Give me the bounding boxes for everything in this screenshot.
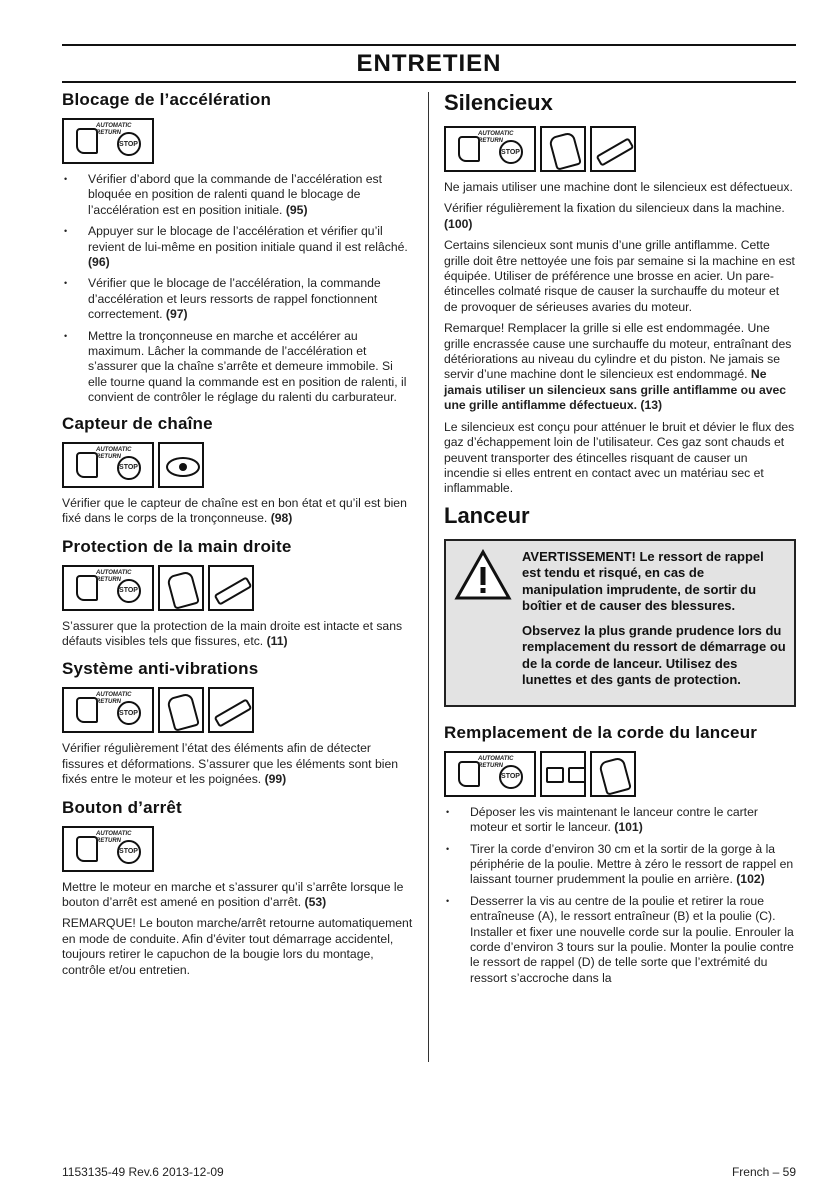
glove-icon bbox=[590, 751, 636, 797]
section-title: Remplacement de la corde du lanceur bbox=[444, 722, 758, 742]
footer-page-number: French – 59 bbox=[731, 1165, 796, 1179]
section-title: Bouton d’arrêt bbox=[62, 797, 182, 817]
glove-icon bbox=[158, 687, 204, 733]
stop-badge: STOP bbox=[117, 132, 141, 156]
paragraph: Certains silencieux sont munis d’une grille antiflamme. Cette grille doit être nettoyée une fois par semaine si la machine en est équipée. Utiliser de préférence une brosse en acier. Un pare-étincelles colmaté risque de causer la surchauffe du moteur et de provoquer de sérieuses avaries du moteur. bbox=[444, 238, 795, 314]
paragraph: Le silencieux est conçu pour atténuer le bruit et dévier le flux des gaz d’échappement loin de l’utilisateur. Ces gaz sont chauds et peuvent transporter des étincelles risquant de causer un incendie si elles entrent en contact avec un matériau sec et inflammable. bbox=[444, 419, 795, 496]
switch-icon bbox=[76, 128, 98, 154]
header-rule-bottom bbox=[62, 81, 796, 83]
section-title: Silencieux bbox=[444, 90, 553, 115]
page-title: ENTRETIEN bbox=[356, 50, 502, 77]
section-capteur bbox=[62, 414, 414, 527]
paragraph: Vérifier que le capteur de chaîne est en bon état et qu’il est bien fixé dans le corps de la tronçonneuse. (98) bbox=[62, 495, 407, 526]
goggles-icon bbox=[540, 751, 586, 797]
glove-icon bbox=[540, 126, 586, 172]
list-item: • Appuyer sur le blocage de l’accélération et vérifier qu’il revient de lui-même en position initiale quand il est relâché. (96) bbox=[62, 224, 414, 270]
eye-icon bbox=[158, 442, 204, 488]
switch-icon bbox=[76, 575, 98, 601]
brush-icon bbox=[208, 687, 254, 733]
auto-return-label: AUTOMATIC RETURN bbox=[96, 123, 132, 136]
icon-row bbox=[444, 126, 796, 172]
right-column bbox=[444, 90, 796, 994]
stop-badge: STOP bbox=[499, 765, 523, 789]
switch-icon bbox=[458, 136, 480, 162]
stop-switch-icon: AUTOMATIC RETURN STOP bbox=[62, 826, 154, 872]
switch-icon bbox=[76, 452, 98, 478]
section-title: Capteur de chaîne bbox=[62, 413, 213, 433]
paragraph: Ne jamais utiliser une machine dont le silencieux est défectueux. bbox=[444, 180, 793, 194]
list-item: • Vérifier d’abord que la commande de l’accélération est bloquée en position de ralenti quand le blocage de l’accélération est en position initiale. (95) bbox=[62, 172, 414, 218]
stop-badge: STOP bbox=[499, 140, 523, 164]
bullet-list bbox=[62, 172, 414, 406]
switch-icon bbox=[458, 761, 480, 787]
section-corde bbox=[444, 723, 796, 986]
paragraph: Remarque! Remplacer la grille si elle est endommagée. Une grille encrassée cause une surchauffe du moteur, entraînant des détériorations au niveau du cylindre et du piston. Ne jamais se servir d’une machine dont le silencieux est endommagé. Ne jamais utiliser un silencieux sans grille antiflamme ou avec une grille antiflamme défectueux. (13) bbox=[444, 321, 792, 413]
section-title: Blocage de l’accélération bbox=[62, 90, 272, 109]
column-divider bbox=[428, 92, 429, 1062]
glove-icon bbox=[158, 565, 204, 611]
list-item: • Desserrer la vis au centre de la poulie et retirer la roue entraîneuse (A), le ressort entraîneur (B) et la poulie (C). Installer et fixer une nouvelle corde sur la poulie. Enrouler la corde d’environ 3 tours sur la poulie. Monter la poulie contre le ressort de rappel (D) de telle sorte que l’extrémité du ressort s’accroche dans la bbox=[444, 894, 796, 986]
section-title: Protection de la main droite bbox=[62, 536, 292, 556]
paragraph: Mettre le moteur en marche et s’assurer qu’il s’arrête lorsque le bouton d’arrêt est amené en position d’arrêt. (53) bbox=[62, 879, 404, 909]
switch-icon bbox=[76, 836, 98, 862]
left-column bbox=[62, 90, 414, 984]
icon-row bbox=[62, 565, 414, 611]
icon-row bbox=[62, 118, 414, 164]
section-protection bbox=[62, 537, 414, 650]
icon-row bbox=[444, 751, 796, 797]
stop-switch-icon: AUTOMATIC RETURN STOP bbox=[444, 126, 536, 172]
stop-switch-icon: AUTOMATIC RETURN STOP bbox=[62, 565, 154, 611]
list-item: • Vérifier que le blocage de l’accélération, la commande d’accélération et leurs ressorts de rappel fonctionnent correctement. (97) bbox=[62, 276, 414, 322]
footer-docref: 1153135-49 Rev.6 2013-12-09 bbox=[62, 1165, 224, 1179]
section-vibrations bbox=[62, 659, 414, 787]
section-title: Système anti-vibrations bbox=[62, 659, 259, 679]
paragraph: Vérifier régulièrement l’état des éléments afin de détecter fissures et déformations. S’assurer que les éléments sont bien fixés entre le moteur et les poignées. (99) bbox=[62, 741, 399, 787]
section-bouton bbox=[62, 798, 414, 978]
paragraph: S’assurer que la protection de la main droite est intacte et sans défauts visibles tels que fissures, etc. (11) bbox=[62, 618, 403, 648]
icon-row bbox=[62, 687, 414, 733]
section-title: Lanceur bbox=[444, 502, 530, 528]
section-blocage bbox=[62, 90, 414, 406]
stop-switch-icon bbox=[62, 118, 154, 164]
section-lanceur bbox=[444, 503, 796, 707]
bullet-list bbox=[444, 805, 796, 986]
brush-icon bbox=[590, 126, 636, 172]
paragraph: REMARQUE! Le bouton marche/arrêt retourne automatiquement en mode de conduite. Afin d’éviter tout démarrage accidentel, toujours retirer le capuchon de la bougie lors du montage, contrôle et/ou entretien. bbox=[62, 916, 413, 977]
brush-icon bbox=[208, 565, 254, 611]
list-item: • Déposer les vis maintenant le lanceur contre le carter moteur et sortir le lanceur. (101) bbox=[444, 805, 796, 836]
icon-row bbox=[62, 826, 414, 872]
warning-box bbox=[444, 539, 796, 707]
stop-switch-icon: AUTOMATIC RETURN STOP bbox=[62, 687, 154, 733]
header-rule-top bbox=[62, 44, 796, 46]
warning-paragraph: Observez la plus grande prudence lors du remplacement du ressort de démarrage ou de la corde de lanceur. Utilisez des lunettes et des gants de protection. bbox=[522, 622, 786, 688]
warning-paragraph: AVERTISSEMENT! Le ressort de rappel est tendu et risqué, en cas de manipulation imprudente, de sortir du boîtier et de causer des blessures. bbox=[522, 548, 764, 614]
warning-text bbox=[522, 549, 786, 697]
list-item: • Tirer la corde d’environ 30 cm et la sortir de la gorge à la périphérie de la poulie. Mettre à zéro le ressort de rappel en laissant tourner prudemment la poulie en arrière. (102) bbox=[444, 842, 796, 888]
icon-row bbox=[62, 442, 414, 488]
stop-badge: STOP bbox=[117, 840, 141, 864]
warning-icon bbox=[454, 549, 512, 601]
stop-badge: STOP bbox=[117, 579, 141, 603]
stop-switch-icon: AUTOMATIC RETURN STOP bbox=[444, 751, 536, 797]
section-silencieux bbox=[444, 90, 796, 497]
stop-badge: STOP bbox=[117, 456, 141, 480]
paragraph: Vérifier régulièrement la fixation du silencieux dans la machine. (100) bbox=[444, 201, 785, 231]
list-item: • Mettre la tronçonneuse en marche et accélérer au maximum. Lâcher la commande de l’accélération et s’assurer que la chaîne s’arrête et demeure immobile. Si elle tourne quand la commande est en position de ralenti, il convient de contrôler le réglage du ralenti du carburateur. bbox=[62, 329, 414, 406]
stop-badge: STOP bbox=[117, 701, 141, 725]
stop-switch-icon: AUTOMATIC RETURN STOP bbox=[62, 442, 154, 488]
switch-icon bbox=[76, 697, 98, 723]
